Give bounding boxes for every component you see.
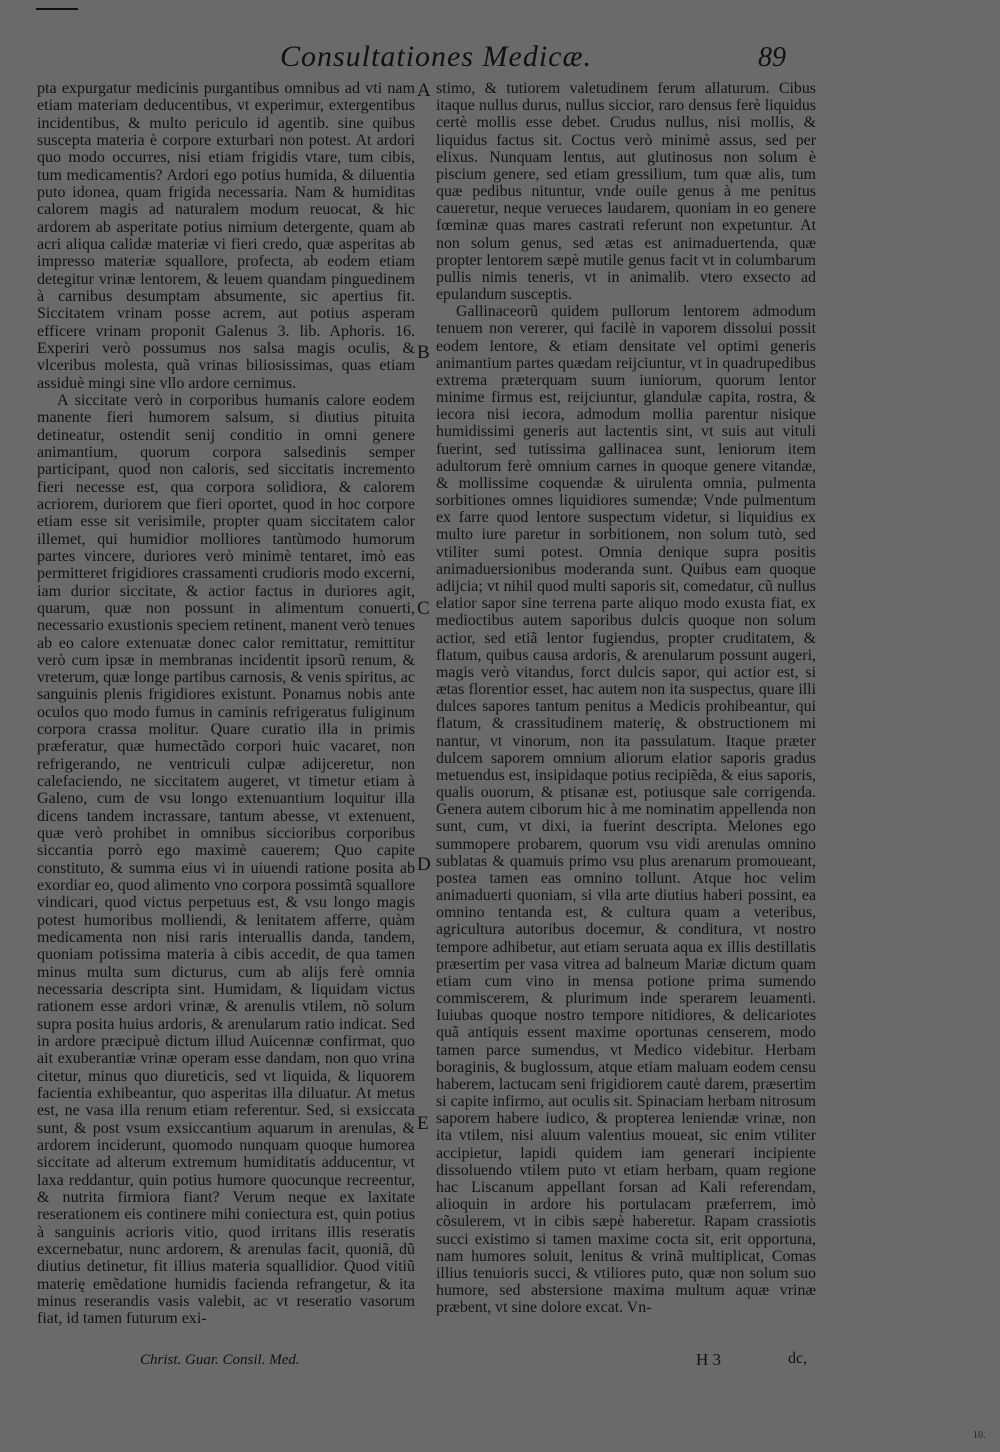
catchword-left: Christ. Guar. Consil. Med. (140, 1352, 300, 1368)
top-rule (36, 8, 78, 10)
margin-marker-e: E (417, 1113, 429, 1134)
right-column (436, 80, 816, 1316)
signature-mark: H 3 (696, 1350, 722, 1369)
catchword-right: dc, (788, 1350, 808, 1367)
right-paragraph-2: Gallinaceorũ quidem pullorum lentorem admodum tenuem non vererer, qui facilè in vaporem dissolui possit eodem lentore, & etiam densitate vel optimi generis animantium partes quædam reijciuntur, vt in quadrupedibus extrema præterquam suum iuniorum, quorum lentor minime firmus est, reijciuntur, glandulæ capita, rostra, & iecora nisi iecora, admodum mollia parentur nisique humidissimi generis aut lactentis sint, vt suis aut vituli fuerint, sed tutissima gallinacea sunt, leniorum item adultorum ferè omnium carnes in quoque genere vitandæ, & mollissime coquendæ & uirulenta omnia, pulmenta sorbitiones omnes liquidiores sumendæ; Vnde pulmentum ex farre quod lentore suspectum videtur, si liquidius ex multo iure paretur in sorbitionem, non solum tutò, sed vtiliter sumi potest. Omnia denique supra positis animaduersionibus moderanda sunt. Quibus eam quoque adijcia; vt nihil quod multi saporis sit, comedatur, cũ nullus elatior sapor sine terrena parte aliquo modo exusta fiat, ex medioctibus autem saporibus dulcis quoque non solum actior, sed etiã lentor fugiendus, propter cruditatem, & flatum, quibus causa ardoris, & arenularum possunt augeri, magis verò vitandus, forct dulcis sapor, qui actior est, si ætas florentior esset, hac autem non ita suspectus, quare illi dulces sapores tantum penitus a Medicis prohibeantur, qui flatum, & crassitudinem materię, & obstructionem mi nantur, vt vinorum, non ita passulatum. Itaque præter dulcem saporem omnium aliorum elatior saporis gradus metuendus est, insipidaque potius recipiẽda, & eius saporis, qualis ouorum, & ptisanæ est, potiusque sale corrigenda. Genera autem ciborum hic à me nominatim appellenda non sunt, cum, vt dixi, ia fuerint descripta. Melones ego summopere probarem, quorum vsu vidi arenulas omnino sublatas & quamuis primo vsu plus arenarum promoueant, postea tamen eas omnino tollunt. Atque hoc velim animaduerti quoniam, si vlla arte diutius haberi possint, ea omnino tentanda est, & cultura quam a veteribus, agricultura autoribus docemur, & conditura, vt nostro tempore adhibetur, aut etiam seruata aqua ex illis destillatis præsertim per vasa vitrea ad balneum Mariæ dictum quam etiam cum vino in mensa potione prima sumendo commiscerem, & plurimum inde sperarem leuamenti. Iuiubas quoque nostro tempore nitidiores, & delicariotes quã antiquis essent maxime oportunas censerem, modo tamen parce sumendus, vt Medico videbitur. Herbam boraginis, & buglossum, atque etiam maluam eodem censu haberem, lactucam seni frigidiorem cautè darem, præsertim si capite infirmo, aut oculis sit. Spinaciam herbam nitrosum saporem habere iudico, & propterea leniendæ vrinæ, non ita vtilem, nisi aluum valentius moueat, sic enim vtiliter accipietur, lapidi quidem iam generari incipiente dissoluendo vtilem puto vt etiam herbam, quam regione hac Liscanum appellant forsan ad Kali referendam, alioquin in ardore his portulacam præferrem, imò cõsulerem, vt in cibis sæpè haberetur. Rapam crassiotis succi existimo si tamen maxime cocta sit, erit opportuna, nam humores soluit, lenitus & vrinã multiplicat, Comas illius tenuioris succi, & vtiliores puto, quæ non solum suo humore, sed abstersione maxima multum aquæ vrinæ præbent, vt sine dolore excat. Vn- (436, 303, 816, 1317)
left-paragraph-1: pta expurgatur medicinis purgantibus omnibus ad vti nam etiam materiam deducentibus, vt experimur, extergentibus incidentibus, & multo periculo id agentib. sine quibus suscepta materia è corpore exturbari non potest. At ardori quo modo occurres, nisi etiam frigidis vtare, tum cibis, tum medicamentis? Ardori ego potius humida, & diluentia puto idonea, quam frigida necessaria. Nam & humiditas calorem magis ad naturalem modum reuocat, & hic ardorem ab asperitate potius nimium detergente, quam ab acri aliqua calidæ materiæ vi fieri credo, quæ asperitas ab impresso materiæ squallore, profecta, ab eodem etiam detegitur vrinæ lentorem, & leuem quandam pinguedinem à carnibus desumptam absumente, sic apertius fit. Siccitatem vrinam posse acrem, aut potius asperam efficere vrinam proponit Galenus 3. lib. Aphoris. 16. Experiri verò possumus nos salsa magis oculis, & vlceribus molesta, quã vrinas biliosissimas, quas etiam assiduè mingi sine vllo ardore cernimus. (37, 80, 415, 392)
margin-marker-c: C (417, 598, 430, 619)
left-column (37, 80, 415, 1328)
right-paragraph-1: stimo, & tutiorem valetudinem ferum allaturum. Cibus itaque nullus durus, nullus siccior, raro densus ferè liquidus certè mollis esse debet. Crudus nullus, nisi mollis, & liquidus factus sit. Coctus verò minimè assus, sed per elixus. Nunquam lentus, aut glutinosus non solum è piscium genere, sed etiam gressilium, tum quæ alis, tum quæ pedibus nituntur, vnde ouile genus à me penitus caueretur, neque verueces laudarem, quoniam in eo genere fœminæ quas mares castrati referunt non expetuntur. At non solum genus, sed ætas est animaduertenda, quæ propter lentorem sæpè mutile genus facit vt in columbarum pullis nimis teneris, vt in animalib. vtero exsecto ad epulandum susceptis. (436, 80, 816, 304)
edge-mark: 10. (973, 1430, 986, 1441)
folio-number: 89 (758, 42, 786, 73)
margin-marker-d: D (417, 854, 431, 875)
left-paragraph-2: A siccitate verò in corporibus humanis calore eodem manente fieri humorem salsum, si diutius pituita detineatur, ostendit senij conditio in omni genere animantium, quorum corpora salsedinis semper participant, quod non caloris, sed siccitatis incremento fieri necesse est, qua corpora solidiora, & calorem acriorem, duriorem que fieri oportet, quod in hoc corpore etiam esse sit verisimile, propter quam siccitatem calor illemet, qui humidior molliores tantùmodo humorum partes vincere, duriores verò minimè tentaret, imò eas permitteret frigidiores crassamenti crudioris modo excerni, iam durior siccitate, & actior factus in duriores agit, quarum, quæ non possunt in alimentum conuerti, necessario exustionis speciem retinent, manent verò tenues ab eo calore extenuatæ donec calor remittatur, remittitur verò cum ipsæ in membranas incidentit ipsorũ renum, & vreterum, quæ longe partibus carnosis, & venis spiritus, ac sanguinis plenis frigidiores existunt. Ponamus nobis ante oculos quo modo fumus in caminis refrigeratus fuliginum corpora crassa molitur. Quare curatio illa in primis præferatur, quæ humectãdo corpori huic vacaret, non refrigerando, ne ventriculi culpæ adijceretur, non calefaciendo, ne siccitatem augeret, vt timetur etiam à Galeno, cum de vsu longo extenuantium loquitur illa dicens tandem incrassare, tantum abesse, vt extenuent, quæ verò prohibet in omnibus siccioribus corporibus siccantia porrò ego maximè cauerem; Quo capite constituto, & summa eius vi in uiuendi ratione posita ab exordiar eo, quod alimento vno corpora possimtã squallore vindicari, quod victus perpetuus est, & vsu longo magis potest humoribus molliendi, & lenitatem afferre, quàm medicamenta non nisi raris interuallis danda, tandem, quoniam potissima materia à cibis accedit, de qua tamen minus multa sum dicturus, cum ab alijs ferè omnia necessaria descripta sint. Humidam, & liquidam victus rationem esse ardori vrinæ, & arenulis vtilem, nõ solum supra posita huius ardoris, & arenularum ratio indicat. Sed in ardore præcipuè dictum illud Auicennæ confirmat, quo ait exuberantiæ vrinæ operam esse dandam, non quo vrina citetur, minus quo diureticis, sed vt liquida, & liquorem facientia exhibeantur, quo asperitas illa diluatur. At metus est, ne vasa illa renum etiam referentur. Sed, si exsiccata sunt, & post vsum exsiccantium aquarum in arenulas, & ardorem inciderunt, quomodo nunquam quoque humorea siccitate ad alterum extremum humiditatis adducentur, vt laxa reddantur, quin potius humore quocunque recreentur, & nutrita firmiora fiant? Verum neque ex laxitate reserationem eis continere mihi coniectura est, quin potius à sanguinis acrioris vitio, quod irritans illis reseratis excernebatur, nunc ardorem, & arenulas facit, quoniã, dũ diutius detinetur, fit illius materia squallidior. Quod vitiũ materię emẽdatione humidis facienda refrangetur, & ita minus reserandis vasis valebit, ac vt reseratio vasorum fiat, id tamen futurum exi- (37, 391, 415, 1328)
margin-marker-b: B (417, 342, 430, 363)
running-head: Consultationes Medicæ. (280, 40, 592, 73)
margin-marker-a: A (417, 80, 431, 101)
